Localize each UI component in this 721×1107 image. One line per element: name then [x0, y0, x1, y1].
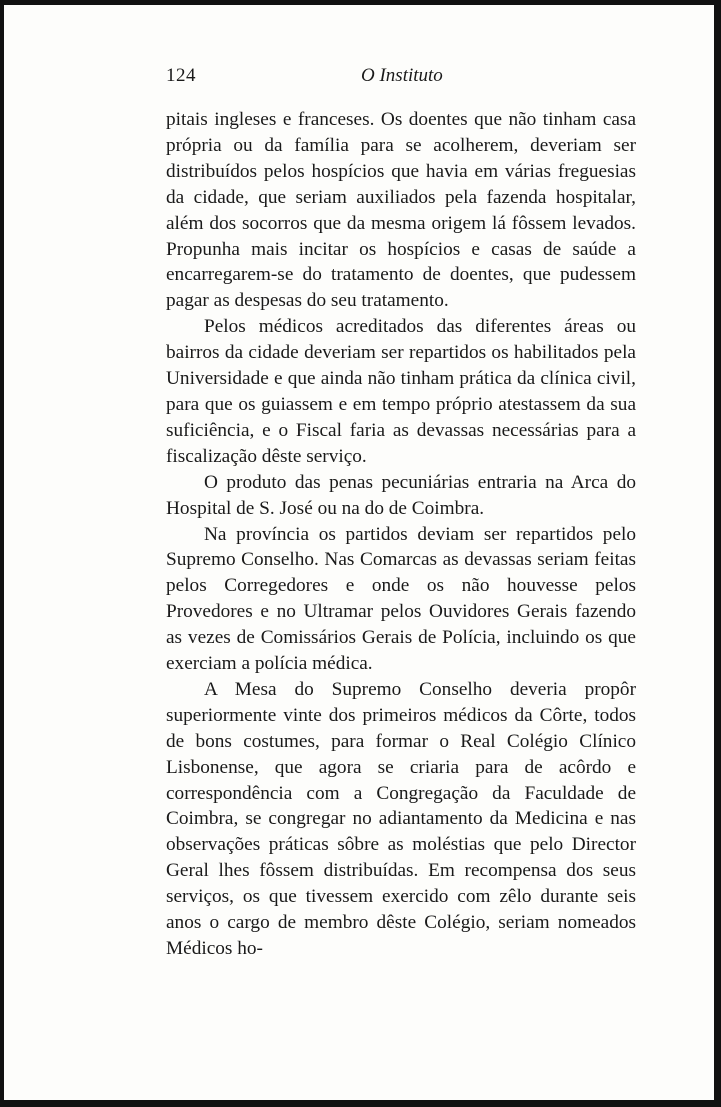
body-text [166, 107, 636, 962]
paragraph-2: Pelos médicos acreditados das diferentes áreas ou bairros da cidade deveriam ser repartidos os habilitados pela Universidade e que ainda não tinham prática da clínica civil, para que os guiassem e em tempo próprio atestassem da sua suficiência, e o Fiscal faria as devassas necessárias para a fiscalização dêste serviço. [166, 316, 636, 467]
running-title: O Instituto [361, 65, 443, 86]
paragraph-4: Na província os partidos deviam ser repartidos pelo Supremo Conselho. Nas Comarcas as devassas seriam feitas pelos Corregedores e onde os não houvesse pelos Provedores e no Ultramar pelos Ouvidores Gerais fazendo as vezes de Comissários Gerais de Polícia, incluindo os que exerciam a polícia médica. [166, 523, 636, 675]
paragraph-3: O produto das penas pecuniárias entraria na Arca do Hospital de S. José ou na do de Coimbra. [166, 471, 636, 519]
paragraph-1: pitais ingleses e franceses. Os doentes que não tinham casa própria ou da família para se acolherem, deveriam ser distribuídos pelos hospícios que havia em várias freguesias da cidade, que seriam auxiliados pela fazenda hospitalar, além dos socorros que da mesma origem lá fôssem levados. Propunha mais incitar os hospícios e casas de saúde a encarregarem-se do tratamento de doentes, que pudessem pagar as despesas do seu tratamento. [166, 109, 636, 312]
paragraph-5: A Mesa do Supremo Conselho deveria propôr superiormente vinte dos primeiros médicos da Côrte, todos de bons costumes, para formar o Real Colégio Clínico Lisbonense, que agora se criaria para de acôrdo e correspondência com a Congregação da Faculdade de Coimbra, se congregar no adiantamento da Medicina e nas observações práticas sôbre as moléstias que pelo Director Geral lhes fôssem distribuídas. Em recompensa dos seus serviços, os que tivessem exercido com zêlo durante seis anos o cargo de membro dêste Colégio, seriam nomeados Médicos ho- [166, 678, 636, 959]
page-header [166, 65, 636, 89]
page-number: 124 [166, 65, 196, 86]
